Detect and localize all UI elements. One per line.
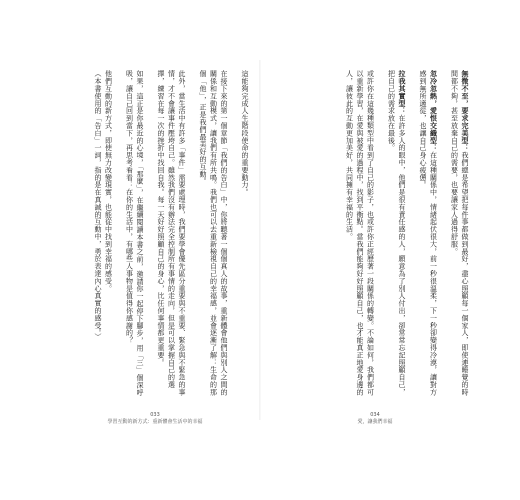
right-lead-1: 無微不至，要求完美型：	[461, 70, 470, 152]
left-running-title: 學習互動的新方式：重新體會生活中的幸福	[107, 419, 203, 425]
left-paragraph-5: 他們互動的新方式，即使無力改變現實，也能從中找到幸福的感受。	[104, 70, 113, 292]
right-text-2: 在這種關係中，情緒起伏很大，前一秒很溫柔，下一秒卻變得冷漠，讓對方感到無所適從，也讓自己身心疲憊。	[419, 70, 438, 396]
right-text-3: 在許多人的眼中，他們是很有責任感的人，願意為了別人付出，卻常常忘記照顧自己，把自己的需求放在最後。	[387, 70, 406, 396]
left-page-number: 033	[150, 412, 160, 418]
left-page-footer	[60, 412, 250, 425]
left-paragraph-2: 在接下來的第一個章節「我們的告白」中，你將聽著一個個真人的故事，重新體會他們與別人之間的關係和互動模式，讓我們有所共鳴。我們也可以去重新檢視自己的幸福感，並會逐漸了解：生命的那個「他」，正是我們最美好的互動。	[199, 70, 228, 396]
right-paragraph-2	[418, 70, 439, 400]
right-running-title: 愛，讓我們幸福	[357, 419, 393, 425]
page-gutter	[259, 60, 261, 420]
right-text-4: 或許你在這幾種類型中看到了自己的影子，也或許你正經歷著一段關係的轉變。不論如何，我們都可以重新學習，在愛與被愛的過程中，找到平衡點。當我們能夠好好照顧自己，也才能真正地愛身邊的人，讓彼此的互動更加美好，共同擁有幸福的生活。	[345, 70, 375, 396]
right-page	[280, 70, 470, 400]
right-paragraph-4	[344, 70, 376, 400]
left-page	[60, 70, 250, 400]
right-lead-3: 拉我其實型：	[398, 70, 407, 115]
left-page-text	[93, 70, 251, 400]
left-paragraph-3: 此外，當生活中有許多「事件」需要處理時，我們要學會優先區分重要與不重要、緊急與不緊急的事情，才不會讓事件壓垮自己。雖然我們沒有辦法完全控制所有事情的走向，但是可以掌握自己的選擇，練習在每一次的挫折中找回自我。每一天好好照顧自己的身心，比任何事情都更重要。	[157, 70, 186, 396]
right-page-footer	[280, 412, 470, 425]
left-paragraph-1: 這能夠完成人生階段使命的重要動力。	[241, 70, 249, 196]
right-page-text	[344, 70, 470, 400]
right-page-number: 034	[370, 412, 380, 418]
left-paragraph-4: 如果，這正是你最近的心境，「那麼」，在繼續閱讀本書之前，邀請你一起停下腳步，用「三」個深呼吸，讓自己回到當下，再思考看看：在你的生活中，有哪些人事物是值得你感謝的？	[125, 70, 144, 396]
left-aside: （本書使用的「告白」一詞，指的是在真誠的互動中，勇於表達內心真實的感受。）	[94, 70, 102, 341]
right-text-1: 我們總是希望把每件事都做到最好，盡心照顧每一個家人，即使連睡覺的時間都不夠，甚至放棄自己的需要，也要讓家人過得舒服。	[450, 70, 469, 396]
right-paragraph-3	[386, 70, 407, 400]
right-paragraph-1	[449, 70, 470, 400]
right-lead-2: 忽冷忽熱，愛恨交織型：	[429, 70, 439, 152]
